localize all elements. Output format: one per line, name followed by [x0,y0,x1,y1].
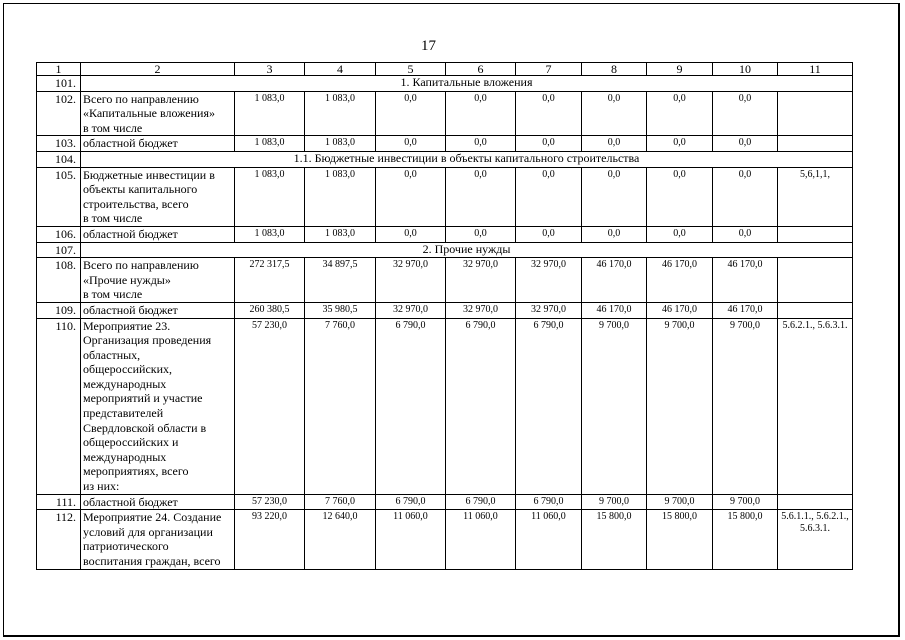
value-cell-col-3: 272 317,5 [235,258,305,303]
table-row [37,167,853,226]
value-cell-col-9: 46 170,0 [647,258,713,303]
row-number: 106. [37,226,81,242]
column-header-3: 3 [235,63,305,76]
table-row [37,318,853,494]
value-cell-col-10: 46 170,0 [713,258,778,303]
column-header-10: 10 [713,63,778,76]
value-cell-col-7: 32 970,0 [516,258,582,303]
value-cell-col-4: 34 897,5 [305,258,376,303]
value-cell-col-7: 0,0 [516,167,582,226]
row-name-line: международных [83,376,167,391]
value-cell-col-5: 0,0 [376,167,446,226]
row-name [81,226,235,242]
table-row [37,302,853,318]
value-cell-col-10: 9 700,0 [713,494,778,510]
row-name [81,167,235,226]
value-cell-col-4: 1 083,0 [305,226,376,242]
value-cell-col-9: 46 170,0 [647,302,713,318]
value-cell-col-10: 15 800,0 [713,510,778,569]
value-cell-col-8: 46 170,0 [582,258,647,303]
column-header-5: 5 [376,63,446,76]
column-header-row [37,63,853,76]
value-cell-col-6: 32 970,0 [446,258,516,303]
target-reference: 5.6.2.1., 5.6.3.1. [778,318,853,494]
table-row [37,76,853,92]
value-cell-col-8: 0,0 [582,91,647,136]
column-header-4: 4 [305,63,376,76]
row-number: 103. [37,136,81,152]
value-cell-col-7: 6 790,0 [516,318,582,494]
row-number: 101. [37,76,81,92]
value-cell-col-6: 11 060,0 [446,510,516,569]
row-name-line: условий для организации [83,524,213,539]
section-title: 2. Прочие нужды [81,242,853,258]
target-reference: 5,6,1,1, [778,167,853,226]
table-row [37,494,853,510]
value-cell-col-9: 0,0 [647,91,713,136]
row-name-line: в том числе [83,211,143,226]
row-name-line: областной бюджет [83,494,178,509]
row-name-line: в том числе [83,287,143,302]
value-cell-col-5: 0,0 [376,136,446,152]
row-name [81,510,235,569]
value-cell-col-10: 0,0 [713,226,778,242]
column-header-9: 9 [647,63,713,76]
value-cell-col-10: 0,0 [713,136,778,152]
row-name-line: областной бюджет [83,226,178,241]
value-cell-col-6: 6 790,0 [446,318,516,494]
column-header-6: 6 [446,63,516,76]
row-name-line: Всего по направлению [83,91,199,106]
target-reference [778,494,853,510]
row-name-line: областной бюджет [83,136,178,151]
value-cell-col-6: 0,0 [446,226,516,242]
value-cell-col-5: 32 970,0 [376,258,446,303]
row-name-line: объекты капитального [83,182,198,197]
row-name-line: областных, [83,347,141,362]
target-reference [778,258,853,303]
value-cell-col-8: 0,0 [582,226,647,242]
target-reference [778,136,853,152]
value-cell-col-5: 11 060,0 [376,510,446,569]
row-name [81,91,235,136]
table-row [37,226,853,242]
column-header-8: 8 [582,63,647,76]
value-cell-col-8: 15 800,0 [582,510,647,569]
row-number: 107. [37,242,81,258]
column-header-2: 2 [81,63,235,76]
column-header-7: 7 [516,63,582,76]
row-number: 112. [37,510,81,569]
table-body [37,63,853,570]
table-row [37,510,853,569]
row-name-line: воспитания граждан, всего [83,554,221,568]
target-reference: 5.6.1.1., 5.6.2.1., 5.6.3.1. [778,510,853,569]
section-title: 1.1. Бюджетные инвестиции в объекты капитального строительства [81,151,853,167]
row-name-line: областной бюджет [83,302,178,317]
value-cell-col-3: 1 083,0 [235,136,305,152]
row-number: 104. [37,151,81,167]
row-number: 109. [37,302,81,318]
table-row [37,136,853,152]
value-cell-col-3: 57 230,0 [235,494,305,510]
table-row [37,258,853,303]
row-name [81,136,235,152]
row-name-line: общероссийских и [83,435,179,450]
table-row [37,91,853,136]
value-cell-col-8: 0,0 [582,136,647,152]
row-name-line: Мероприятие 24. Создание [83,510,222,525]
row-name [81,494,235,510]
value-cell-col-6: 6 790,0 [446,494,516,510]
row-name-line: Бюджетные инвестиции в [83,167,215,182]
page-number: 17 [421,38,436,54]
value-cell-col-3: 93 220,0 [235,510,305,569]
value-cell-col-10: 0,0 [713,91,778,136]
row-name-line: представителей [83,406,164,421]
row-name-line: «Капитальные вложения» [83,106,215,121]
value-cell-col-9: 9 700,0 [647,494,713,510]
value-cell-col-7: 0,0 [516,91,582,136]
value-cell-col-6: 0,0 [446,167,516,226]
value-cell-col-5: 6 790,0 [376,494,446,510]
row-name-line: из них: [83,479,120,494]
value-cell-col-5: 0,0 [376,91,446,136]
value-cell-col-7: 6 790,0 [516,494,582,510]
row-number: 108. [37,258,81,303]
value-cell-col-6: 0,0 [446,136,516,152]
value-cell-col-3: 1 083,0 [235,91,305,136]
table-row [37,242,853,258]
value-cell-col-6: 32 970,0 [446,302,516,318]
value-cell-col-3: 1 083,0 [235,226,305,242]
budget-table [36,62,853,570]
value-cell-col-7: 11 060,0 [516,510,582,569]
row-number: 105. [37,167,81,226]
value-cell-col-5: 6 790,0 [376,318,446,494]
value-cell-col-4: 12 640,0 [305,510,376,569]
value-cell-col-7: 0,0 [516,226,582,242]
row-number: 111. [37,494,81,510]
section-title: 1. Капитальные вложения [81,76,853,92]
value-cell-col-8: 9 700,0 [582,494,647,510]
value-cell-col-10: 0,0 [713,167,778,226]
row-name-line: Свердловской области в [83,420,207,435]
value-cell-col-4: 35 980,5 [305,302,376,318]
value-cell-col-4: 7 760,0 [305,318,376,494]
column-header-1: 1 [37,63,81,76]
target-reference [778,302,853,318]
value-cell-col-6: 0,0 [446,91,516,136]
row-name-line: патриотического [83,539,169,554]
value-cell-col-3: 57 230,0 [235,318,305,494]
value-cell-col-4: 1 083,0 [305,167,376,226]
value-cell-col-8: 9 700,0 [582,318,647,494]
row-name [81,258,235,303]
row-number: 102. [37,91,81,136]
value-cell-col-8: 0,0 [582,167,647,226]
row-name [81,302,235,318]
row-name-line: международных [83,449,167,464]
value-cell-col-5: 32 970,0 [376,302,446,318]
value-cell-col-9: 0,0 [647,136,713,152]
row-name [81,318,235,494]
column-header-11: 11 [778,63,853,76]
value-cell-col-7: 32 970,0 [516,302,582,318]
value-cell-col-10: 46 170,0 [713,302,778,318]
value-cell-col-3: 1 083,0 [235,167,305,226]
row-name-line: Организация проведения [83,333,212,348]
value-cell-col-3: 260 380,5 [235,302,305,318]
row-name-line: общероссийских, [83,362,173,377]
row-name-line: мероприятий и участие [83,391,203,406]
value-cell-col-10: 9 700,0 [713,318,778,494]
row-number: 110. [37,318,81,494]
row-name-line: «Прочие нужды» [83,272,171,287]
value-cell-col-4: 7 760,0 [305,494,376,510]
value-cell-col-9: 9 700,0 [647,318,713,494]
value-cell-col-8: 46 170,0 [582,302,647,318]
target-reference [778,226,853,242]
row-name-line: строительства, всего [83,196,189,211]
value-cell-col-5: 0,0 [376,226,446,242]
value-cell-col-4: 1 083,0 [305,136,376,152]
row-name-line: в том числе [83,120,143,135]
value-cell-col-9: 15 800,0 [647,510,713,569]
value-cell-col-4: 1 083,0 [305,91,376,136]
table-row [37,151,853,167]
row-name-line: Мероприятие 23. [83,318,171,333]
row-name-line: Всего по направлению [83,258,199,273]
value-cell-col-7: 0,0 [516,136,582,152]
target-reference [778,91,853,136]
value-cell-col-9: 0,0 [647,226,713,242]
row-name-line: мероприятиях, всего [83,464,189,479]
value-cell-col-9: 0,0 [647,167,713,226]
